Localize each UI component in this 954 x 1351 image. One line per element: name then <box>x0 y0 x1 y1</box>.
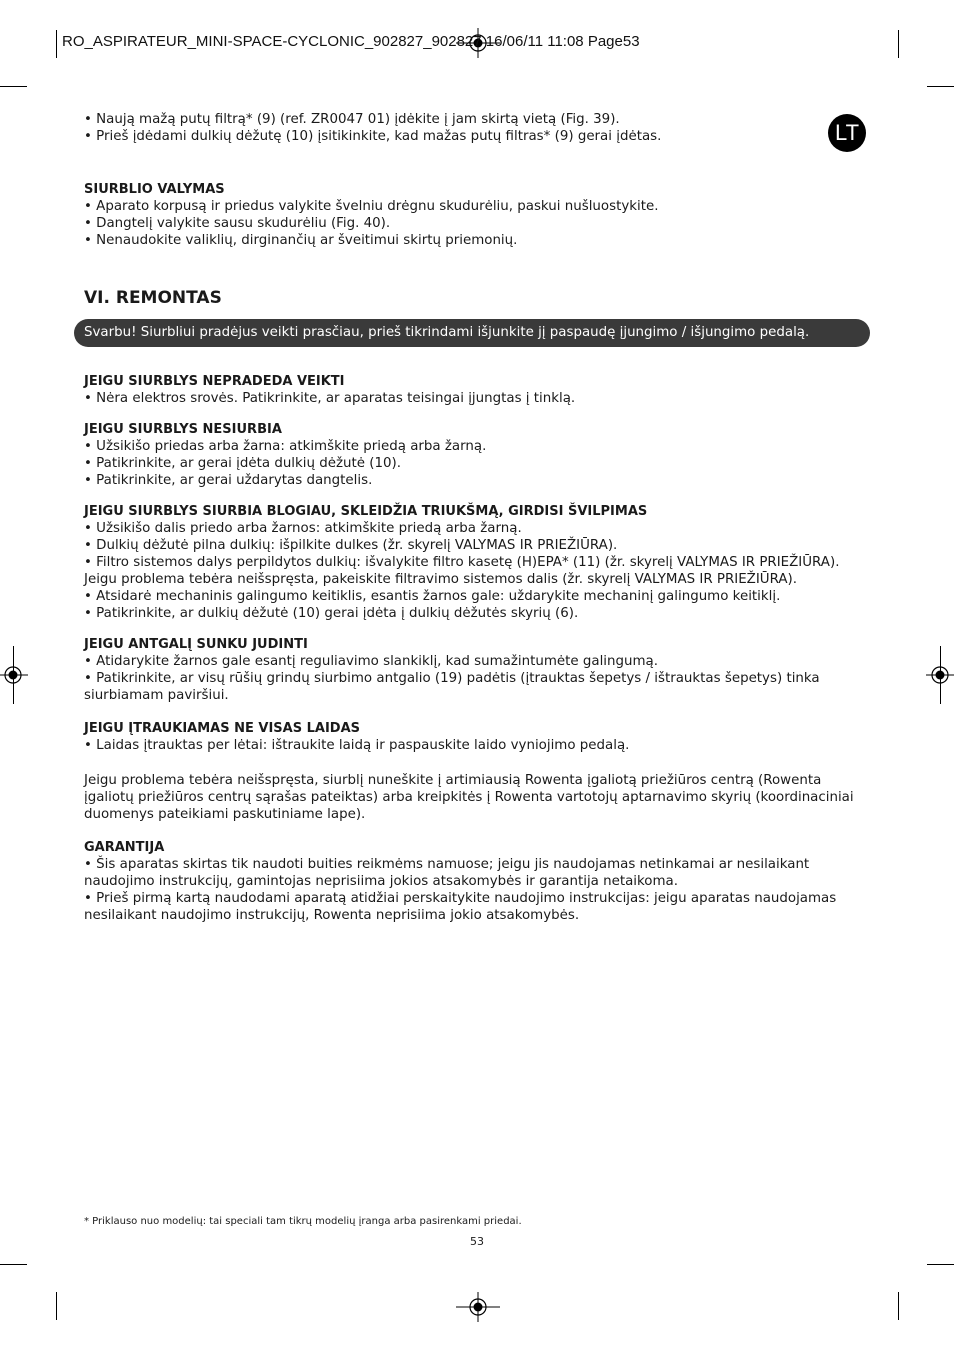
list-item: • Atsidarė mechaninis galingumo keitiklis, esantis žarnos gale: uždarykite mechaninį galingumo keitiklį. <box>84 589 781 604</box>
registration-mark-icon <box>926 660 954 690</box>
list-item: • Filtro sistemos dalys perpildytos dulkių: išvalykite filtro kasetę (H)EPA* (11) (žr. skyrelį VALYMAS IR PRIEŽIŪRA). Jeigu problema tebėra neišspręsta, pakeiskite filtravimo sistemos dalis (žr. skyrelį VALYMAS IR PRIEŽIŪRA). <box>84 555 840 587</box>
crop-mark <box>898 30 899 58</box>
crop-mark <box>56 30 57 58</box>
section-heading: JEIGU SIURBLYS SIURBIA BLOGIAU, SKLEIDŽIA TRIUKŠMĄ, GIRDISI ŠVILPIMAS <box>84 504 648 519</box>
list-item: • Dangtelį valykite sausu skudurėliu (Fig. 40). <box>84 216 391 231</box>
section-heading: JEIGU SIURBLYS NEPRADEDA VEIKTI <box>84 374 345 389</box>
crop-mark <box>927 1264 954 1265</box>
list-item: • Prieš įdėdami dulkių dėžutę (10) įsitikinkite, kad mažas putų filtras* (9) gerai įdėtas. <box>84 129 662 144</box>
print-slug: RO_ASPIRATEUR_MINI-SPACE-CYCLONIC_902827_902827 16/06/11 11:08 Page53 <box>62 33 640 50</box>
list-item: • Laidas įtrauktas per lėtai: ištraukite laidą ir paspauskite laido vyniojimo pedalą. <box>84 738 630 753</box>
list-item: • Nenaudokite valiklių, dirginančių ar šveitimui skirtų priemonių. <box>84 233 518 248</box>
list-item: • Užsikišo priedas arba žarna: atkimškite priedą arba žarną. <box>84 439 487 454</box>
section-heading: JEIGU SIURBLYS NESIURBIA <box>84 422 282 437</box>
list-item: • Nėra elektros srovės. Patikrinkite, ar aparatas teisingai įjungtas į tinklą. <box>84 391 576 406</box>
chapter-title: VI. REMONTAS <box>84 288 222 308</box>
list-item: • Šis aparatas skirtas tik naudoti buities reikmėms namuose; jeigu jis naudojamas netinkamai ar nesilaikant naudojimo instrukcijų, gamintojas neprisiima jokios atsakomybės ir garantija netaikoma. <box>84 857 810 889</box>
list-item: • Dulkių dėžutė pilna dulkių: išpilkite dulkes (žr. skyrelį VALYMAS IR PRIEŽIŪRA). <box>84 538 618 553</box>
list-item: • Prieš pirmą kartą naudodami aparatą atidžiai perskaitykite naudojimo instrukcijas: jeigu aparatas naudojamas nesilaikant naudojimo instrukcijų, Rowenta neprisiima jokio atsakomybės. <box>84 891 837 923</box>
list-item: • Patikrinkite, ar dulkių dėžutė (10) gerai įdėta į dulkių dėžutės skyrių (6). <box>84 606 579 621</box>
crop-mark <box>927 86 954 87</box>
warning-banner: Svarbu! Siurbliui pradėjus veikti prasčiau, prieš tikrindami išjunkite jį paspaudę įjungimo / išjungimo pedalą. <box>74 319 870 347</box>
list-item: • Patikrinkite, ar gerai įdėta dulkių dėžutė (10). <box>84 456 401 471</box>
service-note: Jeigu problema tebėra neišspręsta, siurblį nuneškite į artimiausią Rowenta įgaliotą priežiūros centrą (Rowenta įgaliotų priežiūros centrų sąrašas pateiktas) arba kreipkitės į Rowenta vartotojų aptarnavimo skyrių (koordinaciniai duomenys pateikiami paskutiniame lape). <box>84 773 854 822</box>
list-item: • Aparato korpusą ir priedus valykite švelniu drėgnu skudurėliu, paskui nušluostykite. <box>84 199 659 214</box>
crop-mark <box>0 1264 27 1265</box>
registration-mark-icon <box>0 660 28 690</box>
section-heading: GARANTIJA <box>84 840 165 855</box>
section-heading: SIURBLIO VALYMAS <box>84 182 225 197</box>
section-heading: JEIGU ĮTRAUKIAMAS NE VISAS LAIDAS <box>84 721 360 736</box>
list-item: • Patikrinkite, ar visų rūšių grindų siurbimo antgalio (19) padėtis (įtrauktas šepetys / ištrauktas šepetys) tinka siurbiamam paviršiui. <box>84 671 820 703</box>
list-item: • Atidarykite žarnos gale esantį reguliavimo slankiklį, kad sumažintumėte galingumą. <box>84 654 658 669</box>
registration-mark-icon <box>456 1292 500 1322</box>
list-item: • Užsikišo dalis priedo arba žarnos: atkimškite priedą arba žarną. <box>84 521 522 536</box>
crop-mark <box>56 1292 57 1320</box>
crop-mark <box>898 1292 899 1320</box>
list-item: • Naują mažą putų filtrą* (9) (ref. ZR0047 01) įdėkite į jam skirtą vietą (Fig. 39). <box>84 112 620 127</box>
footnote: * Priklauso nuo modelių: tai speciali tam tikrų modelių įranga arba pasirenkami priedai. <box>84 1216 522 1227</box>
page-number: 53 <box>470 1235 484 1248</box>
list-item: • Patikrinkite, ar gerai uždarytas dangtelis. <box>84 473 373 488</box>
crop-mark <box>0 86 27 87</box>
page-content <box>84 111 874 924</box>
section-heading: JEIGU ANTGALĮ SUNKU JUDINTI <box>84 637 308 652</box>
language-badge: LT <box>828 114 866 152</box>
